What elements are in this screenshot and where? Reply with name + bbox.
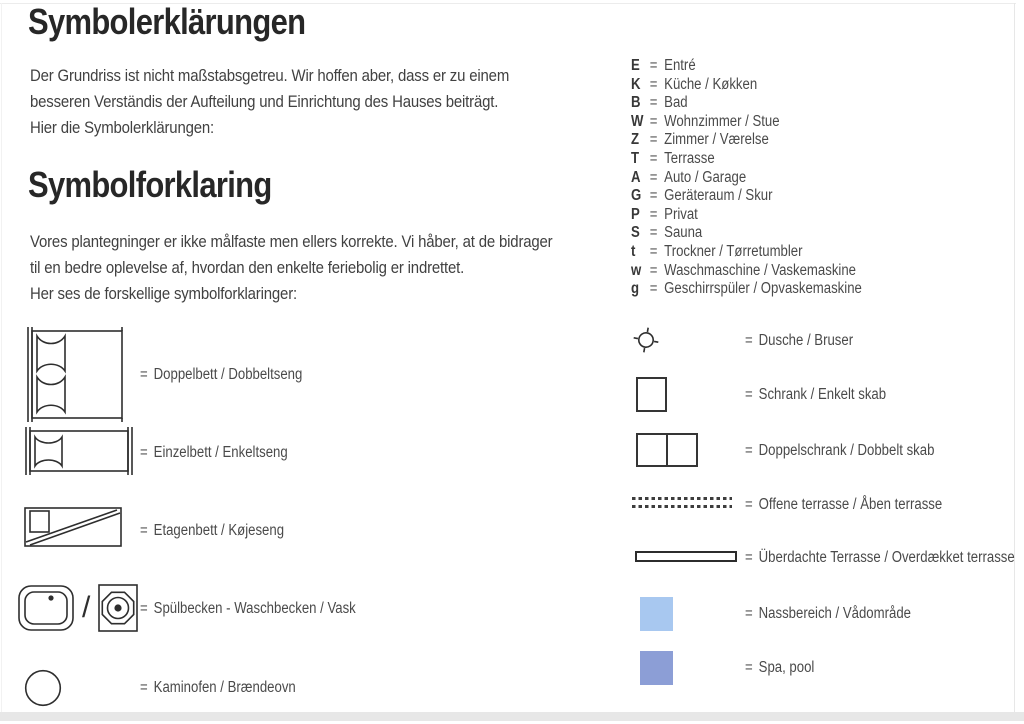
room-code-row: K = Küche / Køkken [631, 75, 758, 93]
room-code-row: g = Geschirrspüler / Opvaskemaskine [631, 280, 862, 298]
intro-danish: Vores plantegninger er ikke målfaste men ellers korrekte. Vi håber, at de bidrager til en bedre oplevelse af, hvordan den enkelte feriebolig er indrettet. Her ses de forskellige symbolforklaringer: [30, 232, 553, 303]
intro-german: Der Grundriss ist nicht maßstabsgetreu. Wir hoffen aber, dass er zu einem besseren Verständis der Aufteilung und Einrichtung des Hauses beiträgt. Hier die Symbolerklärungen: [30, 66, 510, 137]
room-code-row: S = Sauna [631, 224, 703, 242]
room-code-row: B = Bad [631, 94, 688, 112]
room-code-row: P = Privat [631, 205, 698, 223]
double-cabinet-icon [636, 433, 698, 467]
room-code-row: A = Auto / Garage [631, 168, 747, 186]
legend-label-open-terrace: = Offene terrasse / Åben terrasse [745, 496, 943, 513]
wash-basin-icon [98, 584, 138, 632]
legend-label-double-bed: = Doppelbett / Dobbeltseng [140, 366, 303, 383]
covered-terrace-icon [635, 551, 737, 562]
sink-icons [18, 583, 138, 633]
page-edge [1, 3, 2, 712]
kitchen-sink-icon [18, 583, 74, 633]
room-code-row: T = Terrasse [631, 149, 715, 167]
legend-label-covered-terrace: = Überdachte Terrasse / Overdækket terrasse [745, 549, 1015, 566]
wood-stove-icon [24, 669, 62, 707]
legend-label-wet-area: = Nassbereich / Vådområde [745, 605, 911, 622]
legend-label-single-bed: = Einzelbett / Enkeltseng [140, 444, 288, 461]
wet-area-icon [640, 597, 673, 631]
room-code-row: w = Waschmaschine / Vaskemaskine [631, 261, 856, 279]
cabinet-icon [636, 377, 667, 412]
single-bed-icon [24, 427, 134, 475]
shower-icon [632, 326, 660, 354]
open-terrace-icon [632, 497, 732, 508]
room-code-list [631, 57, 862, 299]
room-code-row: E = Entré [631, 57, 696, 74]
double-bed-icon [25, 327, 125, 422]
room-code-row: Z = Zimmer / Værelse [631, 131, 769, 149]
legend-label-bunk-bed: = Etagenbett / Køjeseng [140, 522, 285, 539]
room-code-row: W = Wohnzimmer / Stue [631, 112, 780, 130]
legend-label-shower: = Dusche / Bruser [745, 332, 854, 349]
spa-pool-icon [640, 651, 673, 685]
legend-label-double-cabinet: = Doppelschrank / Dobbelt skab [745, 442, 935, 459]
room-code-row: t = Trockner / Tørretumbler [631, 242, 803, 260]
legend-label-spa-pool: = Spa, pool [745, 659, 815, 676]
legend-label-cabinet: = Schrank / Enkelt skab [745, 386, 887, 403]
legend-label-sink: = Spülbecken - Waschbecken / Vask [140, 600, 356, 617]
legend-label-stove: = Kaminofen / Brændeovn [140, 679, 296, 696]
page-title-danish: Symbolforklaring [28, 164, 272, 205]
room-code-row: G = Geräteraum / Skur [631, 187, 773, 205]
bunk-bed-icon [24, 507, 122, 547]
page-edge [1014, 3, 1015, 712]
page-title-german: Symbolerklärungen [28, 1, 306, 42]
page-edge [0, 712, 1024, 721]
slash-separator: / [82, 591, 91, 624]
